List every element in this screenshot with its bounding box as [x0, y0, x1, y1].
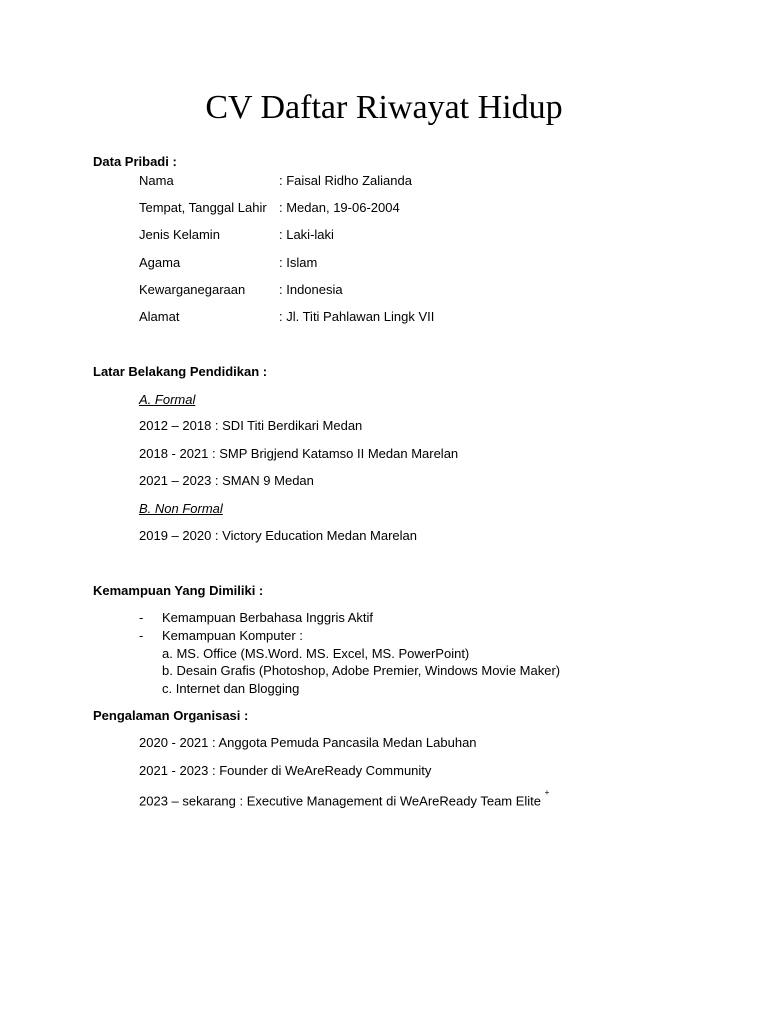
education-nonformal-label: B. Non Formal — [139, 501, 223, 516]
skill-sub-item: c. Internet dan Blogging — [162, 681, 300, 696]
section-heading-skills: Kemampuan Yang Dimiliki : — [93, 583, 264, 598]
personal-label-gender: Jenis Kelamin — [139, 227, 220, 242]
education-formal-item: 2021 – 2023 : SMAN 9 Medan — [139, 473, 314, 488]
organization-item-text: 2023 – sekarang : Executive Management di WeAreReady Team Elite — [139, 793, 542, 809]
skill-sub-item: b. Desain Grafis (Photoshop, Adobe Premier, Windows Movie Maker) — [162, 663, 561, 678]
personal-value-religion: : Islam — [279, 255, 318, 270]
skill-sub-item: a. MS. Office (MS.Word. MS. Excel, MS. PowerPoint) — [162, 646, 470, 661]
skill-item: Kemampuan Komputer : — [162, 628, 303, 643]
organization-item: 2021 - 2023 : Founder di WeAreReady Community — [139, 763, 432, 778]
organization-item-last — [139, 789, 549, 809]
education-formal-item: 2012 – 2018 : SDI Titi Berdikari Medan — [139, 418, 363, 433]
superscript-mark: + — [544, 788, 550, 797]
organization-item: 2020 - 2021 : Anggota Pemuda Pancasila Medan Labuhan — [139, 735, 477, 750]
personal-value-address: : Jl. Titi Pahlawan Lingk VII — [279, 309, 435, 324]
personal-label-birth: Tempat, Tanggal Lahir — [139, 200, 267, 215]
personal-value-gender: : Laki-laki — [279, 227, 334, 242]
personal-value-birth: : Medan, 19-06-2004 — [279, 200, 400, 215]
page-title: CV Daftar Riwayat Hidup — [205, 89, 563, 126]
section-heading-education: Latar Belakang Pendidikan : — [93, 364, 268, 379]
skill-item: Kemampuan Berbahasa Inggris Aktif — [162, 610, 374, 625]
bullet-dash: - — [139, 628, 144, 643]
personal-value-name: : Faisal Ridho Zalianda — [279, 173, 412, 188]
section-heading-organization: Pengalaman Organisasi : — [93, 708, 249, 723]
personal-label-religion: Agama — [139, 255, 181, 270]
personal-label-name: Nama — [139, 173, 174, 188]
section-heading-personal: Data Pribadi : — [93, 154, 177, 169]
education-nonformal-item: 2019 – 2020 : Victory Education Medan Marelan — [139, 528, 417, 543]
bullet-dash: - — [139, 610, 144, 625]
personal-label-address: Alamat — [139, 309, 180, 324]
education-formal-label: A. Formal — [139, 392, 196, 407]
personal-label-citizenship: Kewarganegaraan — [139, 282, 246, 297]
education-formal-item: 2018 - 2021 : SMP Brigjend Katamso II Medan Marelan — [139, 446, 459, 461]
personal-value-citizenship: : Indonesia — [279, 282, 343, 297]
